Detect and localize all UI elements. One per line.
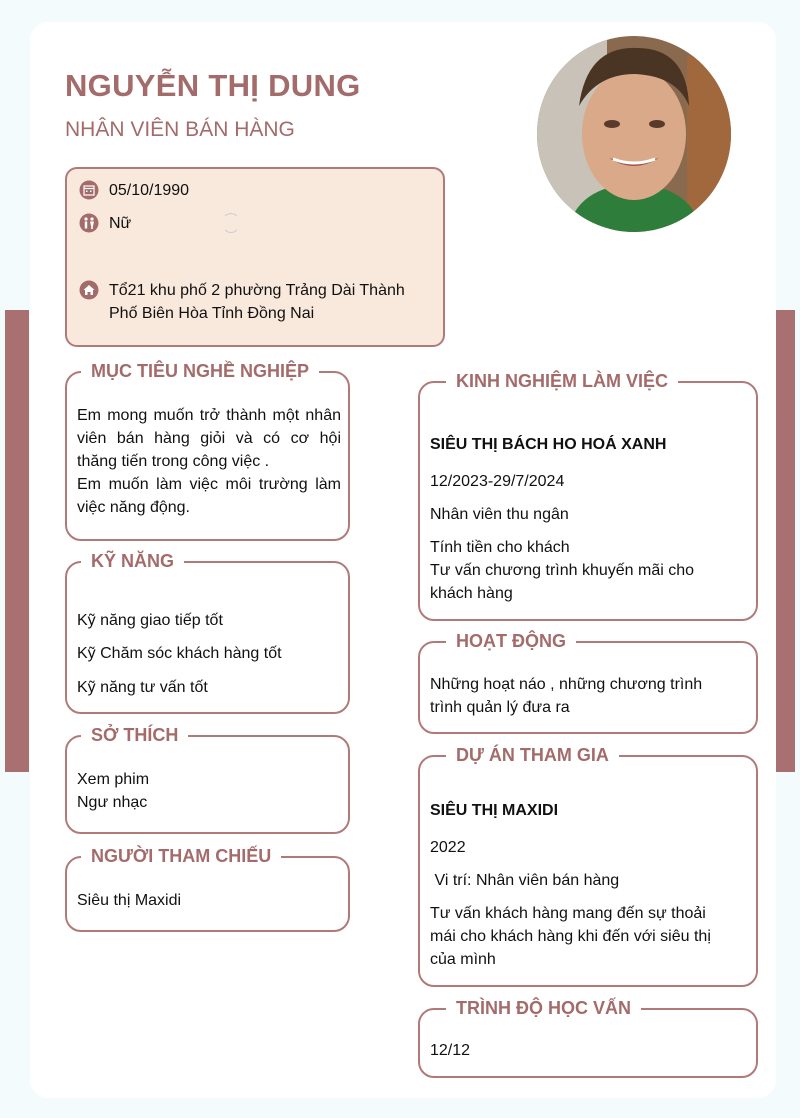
experience-title: KINH NGHIỆM LÀM VIỆC xyxy=(446,369,678,393)
calendar-icon xyxy=(79,180,99,200)
experience-role: Nhân viên thu ngân xyxy=(430,506,569,523)
gender-value: Nữ xyxy=(109,215,132,232)
candidate-position: NHÂN VIÊN BÁN HÀNG xyxy=(65,118,295,141)
address-row xyxy=(79,279,429,325)
personal-info-box xyxy=(65,167,445,347)
experience-duty: Tư vấn chương trình khuyến mãi cho khách hàng xyxy=(430,562,695,602)
experience-duty: Tính tiền cho khách xyxy=(430,539,570,556)
project-description: Tư vấn khách hàng mang đến sự thoải mái cho khách hàng khi đến với siêu thị của mình xyxy=(430,905,711,968)
references-title: NGƯỜI THAM CHIẾU xyxy=(81,844,281,868)
address-value: Tổ21 khu phố 2 phường Trảng Dài Thành Phố Biên Hòa Tỉnh Đồng Nai xyxy=(109,282,405,322)
experience-section xyxy=(418,371,758,621)
gender-icon xyxy=(79,213,99,233)
left-decor-band xyxy=(5,310,29,772)
birthday-value: 05/10/1990 xyxy=(109,182,190,199)
skill-item: Kỹ năng giao tiếp tốt xyxy=(77,612,223,629)
objective-line-1: Em mong muốn trở thành một nhân viên bán hàng giỏi và có cơ hội thăng tiến trong công việc . xyxy=(77,407,341,470)
projects-title: DỰ ÁN THAM GIA xyxy=(446,743,619,767)
birthday-row xyxy=(79,179,189,202)
project-role: Vi trí: Nhân viên bán hàng xyxy=(430,872,620,889)
education-title: TRÌNH ĐỘ HỌC VẤN xyxy=(446,996,641,1020)
project-year: 2022 xyxy=(430,839,466,856)
profile-photo xyxy=(537,36,731,232)
activities-section xyxy=(418,631,758,734)
hobbies-title: SỞ THÍCH xyxy=(81,723,188,747)
objective-title: MỤC TIÊU NGHỀ NGHIỆP xyxy=(81,359,319,383)
education-text: 12/12 xyxy=(430,1042,471,1059)
candidate-name: NGUYỄN THỊ DUNG xyxy=(65,68,361,103)
decor-ring xyxy=(222,213,240,233)
objective-section xyxy=(65,361,350,541)
experience-period: 12/2023-29/7/2024 xyxy=(430,473,565,490)
gender-row xyxy=(79,212,131,235)
experience-company: SIÊU THỊ BÁCH HO HOÁ XANH xyxy=(430,436,667,453)
reference-text: Siêu thị Maxidi xyxy=(77,892,182,909)
skill-item: Kỹ năng tư vấn tốt xyxy=(77,679,208,696)
references-section xyxy=(65,846,350,932)
activities-title: HOẠT ĐỘNG xyxy=(446,629,576,653)
hobbies-section xyxy=(65,725,350,834)
hobby-item: Xem phim xyxy=(77,771,150,788)
objective-line-2: Em muốn làm việc môi trường làm việc năng động. xyxy=(77,476,341,516)
activities-text: Những hoạt náo , những chương trình trình quản lý đưa ra xyxy=(430,676,703,716)
skills-title: KỸ NĂNG xyxy=(81,549,184,573)
home-icon xyxy=(79,280,99,300)
skills-section xyxy=(65,551,350,714)
project-company: SIÊU THỊ MAXIDI xyxy=(430,802,559,819)
education-section xyxy=(418,998,758,1078)
skill-item: Kỹ Chăm sóc khách hàng tốt xyxy=(77,645,282,662)
projects-section xyxy=(418,745,758,987)
hobby-item: Ngư nhạc xyxy=(77,794,148,811)
